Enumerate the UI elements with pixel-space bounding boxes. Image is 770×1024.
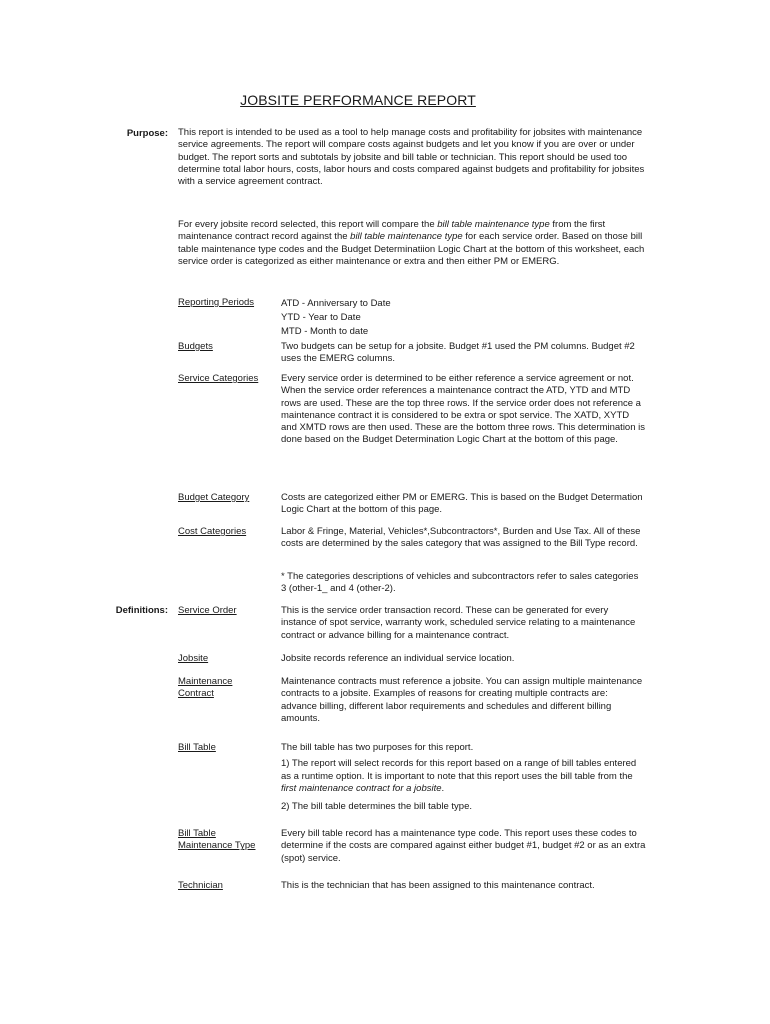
term-technician: Technician	[178, 880, 223, 891]
rp-mtd: MTD - Month to date	[281, 326, 369, 337]
term-maintenance-contract-line2: Contract	[178, 688, 214, 700]
purpose-label: Purpose:	[126, 128, 168, 139]
bill-table-point-2: 2) The bill table determines the bill table type.	[281, 801, 472, 813]
rp-atd: ATD - Anniversary to Date	[281, 298, 391, 309]
term-bill-table-mt-line1: Bill Table	[178, 828, 216, 839]
def-bill-table	[281, 742, 646, 817]
def-reporting-periods	[281, 297, 646, 339]
bill-table-point-1	[281, 758, 646, 795]
def-bill-table-maintenance-type: Every bill table record has a maintenance type code. This report uses these codes to determine if the costs are compared against either budget #1, budget #2 or as an extra (spot) service.	[281, 828, 646, 864]
def-jobsite: Jobsite records reference an individual service location.	[281, 653, 515, 664]
bill-table-point-1-text: 1) The report will select records for this report based on a range of bill tables entered as a runtime option. It is important to note that this report uses the bill table from the	[281, 758, 637, 782]
cost-categories-note: * The categories descriptions of vehicles and subcontractors refer to sales categories 3 (other-1_ and 4 (other-2).	[281, 571, 639, 595]
term-budgets: Budgets	[178, 341, 213, 352]
intro-emphasis-1: bill table maintenance type	[437, 219, 550, 230]
intro-text-1: For every jobsite record selected, this report will compare the	[178, 219, 438, 230]
term-bill-table-maintenance-type	[178, 828, 278, 853]
def-cost-categories: Labor & Fringe, Material, Vehicles*,Subcontractors*, Burden and Use Tax. All of these costs are determined by the sales category that was assigned to the Bill Type record.	[281, 526, 641, 550]
term-cost-categories: Cost Categories	[178, 526, 247, 537]
def-budgets: Two budgets can be setup for a jobsite. Budget #1 used the PM columns. Budget #2 uses the EMERG columns.	[281, 341, 635, 365]
def-maintenance-contract: Maintenance contracts must reference a jobsite. You can assign multiple maintenance contracts to a jobsite. Examples of reasons for creating multiple contracts are: advance billing, different labor requirements and schedules and different billing amounts.	[281, 676, 643, 724]
def-service-categories: Every service order is determined to be either reference a service agreement or not. When the service order references a maintenance contract the ATD, YTD and MTD rows are used. These are the top three rows. If the service order does not reference a maintenance contract it is considered to be extra or spot service. The XATD, XYTD and XMTD rows are then used. These are the bottom three rows. This determination is done based on the Budget Determination Logic Chart at the bottom of this page.	[281, 373, 645, 446]
term-budget-category: Budget Category	[178, 492, 250, 503]
bill-table-point-1-end: .	[441, 782, 445, 794]
intro-emphasis-2: bill table maintenance type	[350, 231, 463, 243]
term-service-categories: Service Categories	[178, 373, 259, 384]
intro-text-2: from the first maintenance contract record against the	[178, 219, 606, 243]
bill-table-purpose: The bill table has two purposes for this report.	[281, 742, 474, 753]
def-budget-category: Costs are categorized either PM or EMERG. This is based on the Budget Determation Logic Chart at the bottom of this page.	[281, 492, 643, 516]
intro-text-3: for each service order. Based on those bill table maintenance type codes and the Budget Determinatiion Logic Chart at the bottom of this worksheet, each service order is categorized as either maintenance or extra and then either PM or EMERG.	[178, 231, 645, 267]
def-technician: This is the technician that has been assigned to this maintenance contract.	[281, 880, 595, 891]
term-maintenance-contract-line1: Maintenance	[178, 676, 233, 687]
term-jobsite: Jobsite	[178, 653, 209, 664]
definitions-label: Definitions:	[115, 605, 168, 616]
purpose-text: This report is intended to be used as a tool to help manage costs and profitability for jobsites with maintenance service agreements. The report will compare costs against budgets and let you know if you are over or under budget. The report sorts and subtotals by jobsite and bill table or technician. This report should be used too determine total labor hours, costs, labor hours and costs compared against budgets and profitability for jobsites with a service agreement contract.	[178, 127, 645, 188]
intro-paragraph	[178, 219, 646, 268]
def-service-order: This is the service order transaction record. These can be generated for every instance of spot service, warranty work, scheduled service relating to a maintenance contract or advance billing for a maintenance contract.	[281, 605, 636, 641]
rp-ytd: YTD - Year to Date	[281, 312, 361, 323]
term-bill-table-mt-line2: Maintenance Type	[178, 840, 256, 852]
term-maintenance-contract	[178, 676, 278, 701]
term-reporting-periods: Reporting Periods	[178, 297, 255, 308]
term-bill-table: Bill Table	[178, 742, 216, 753]
bill-table-point-1-emphasis: first maintenance contract for a jobsite	[281, 782, 442, 794]
term-service-order: Service Order	[178, 605, 237, 616]
report-title: JOBSITE PERFORMANCE REPORT	[240, 92, 476, 108]
